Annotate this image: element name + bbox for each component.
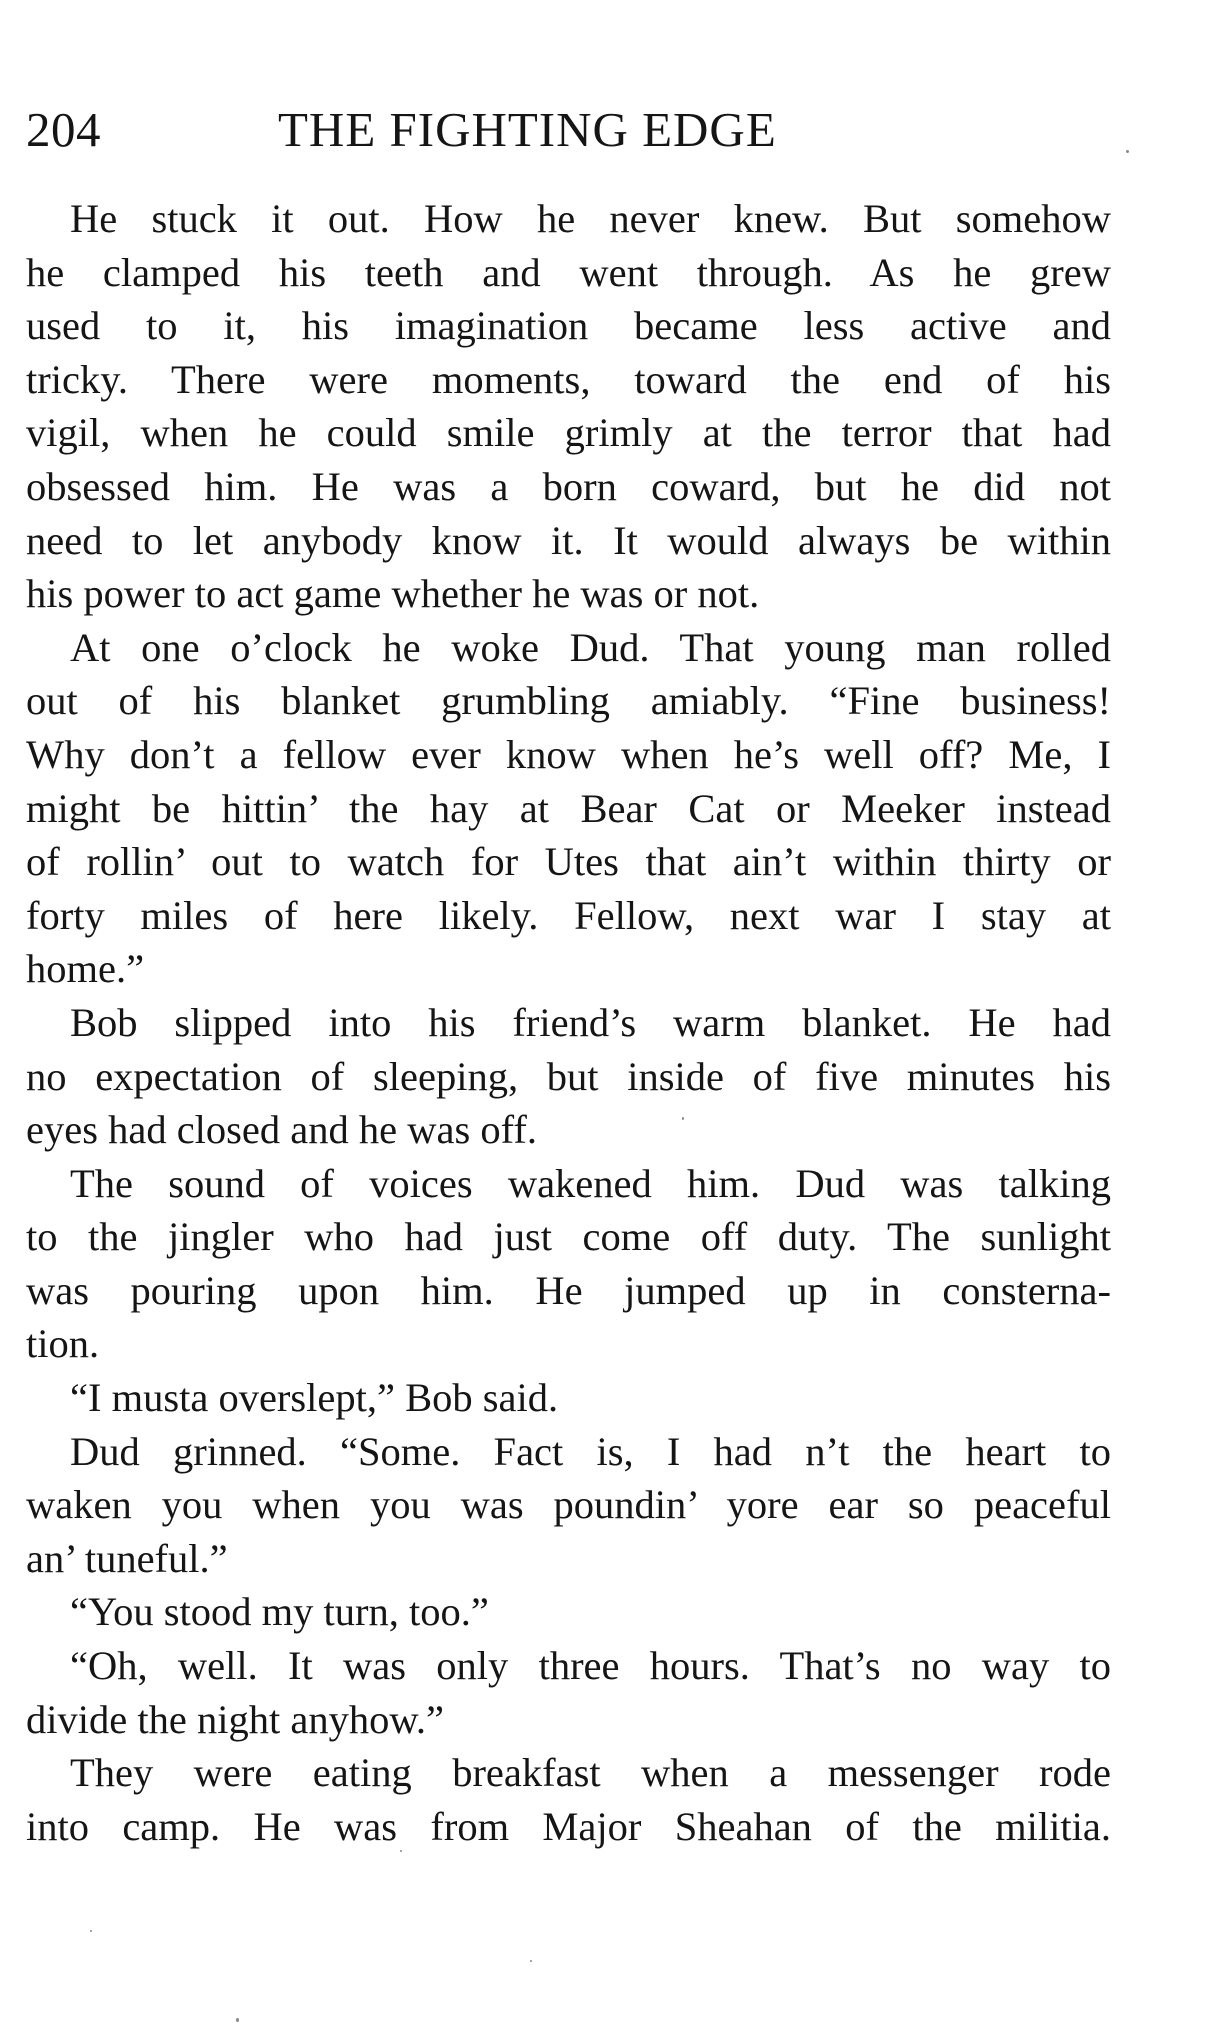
paragraph <box>26 1746 1111 1853</box>
text-line: waken you when you was poundin’ yore ear so peaceful <box>26 1482 1111 1528</box>
paragraph <box>26 621 1111 996</box>
text-line: The sound of voices wakened him. Dud was talking <box>70 1160 1111 1206</box>
text-line: an’ tuneful.” <box>26 1535 228 1581</box>
text-line: forty miles of here likely. Fellow, next war I stay at <box>26 892 1111 938</box>
paragraph <box>26 1639 1111 1746</box>
running-head <box>26 100 1126 160</box>
text-line: Why don’t a fellow ever know when he’s well off? Me, I <box>26 731 1111 777</box>
text-line: divide the night anyhow.” <box>26 1696 445 1742</box>
text-line: eyes had closed and he was off. <box>26 1107 537 1153</box>
text-line: used to it, his imagination became less active and <box>26 303 1111 349</box>
text-line: out of his blanket grumbling amiably. “Fine business! <box>26 678 1111 724</box>
text-line: obsessed him. He was a born coward, but he did not <box>26 463 1111 509</box>
paper-speck <box>236 2018 239 2022</box>
paper-speck <box>682 1117 684 1120</box>
text-line: his power to act game whether he was or not. <box>26 571 760 617</box>
text-line: tricky. There were moments, toward the end of his <box>26 356 1111 402</box>
text-line: into camp. He was from Major Sheahan of the militia. <box>26 1803 1111 1849</box>
text-line: “I musta overslept,” Bob said. <box>70 1375 559 1421</box>
paper-speck <box>1126 150 1129 153</box>
text-line: need to let anybody know it. It would always be within <box>26 517 1111 563</box>
paragraph <box>26 1157 1111 1371</box>
page-number: 204 <box>26 102 101 157</box>
body-text <box>26 192 1111 1853</box>
paragraph <box>26 192 1111 621</box>
paragraph <box>26 996 1111 1157</box>
text-line: no expectation of sleeping, but inside of five minutes his <box>26 1053 1111 1099</box>
text-line: of rollin’ out to watch for Utes that ain’t within thirty or <box>26 839 1111 885</box>
text-line: home.” <box>26 946 145 992</box>
text-line: to the jingler who had just come off duty. The sunlight <box>26 1214 1111 1260</box>
text-line: tion. <box>26 1321 100 1367</box>
paper-speck <box>90 1930 92 1932</box>
paragraph <box>26 1585 1111 1639</box>
paragraph <box>26 1425 1111 1586</box>
text-line: They were eating breakfast when a messenger rode <box>70 1750 1111 1796</box>
book-title: THE FIGHTING EDGE <box>278 102 777 157</box>
text-line: Dud grinned. “Some. Fact is, I had n’t the heart to <box>70 1428 1111 1474</box>
text-line: He stuck it out. How he never knew. But somehow <box>70 196 1111 241</box>
text-line: “You stood my turn, too.” <box>70 1589 489 1635</box>
text-line: vigil, when he could smile grimly at the terror that had <box>26 410 1111 456</box>
paper-speck <box>530 1960 532 1962</box>
paragraph <box>26 1371 1111 1425</box>
text-line: “Oh, well. It was only three hours. That’s no way to <box>70 1643 1111 1689</box>
text-line: might be hittin’ the hay at Bear Cat or Meeker instead <box>26 785 1111 831</box>
paper-speck <box>400 1850 402 1852</box>
text-line: was pouring upon him. He jumped up in consterna- <box>26 1267 1111 1313</box>
text-line: Bob slipped into his friend’s warm blanket. He had <box>70 999 1111 1045</box>
text-line: he clamped his teeth and went through. As he grew <box>26 249 1111 295</box>
text-line: At one o’clock he woke Dud. That young man rolled <box>70 624 1111 670</box>
